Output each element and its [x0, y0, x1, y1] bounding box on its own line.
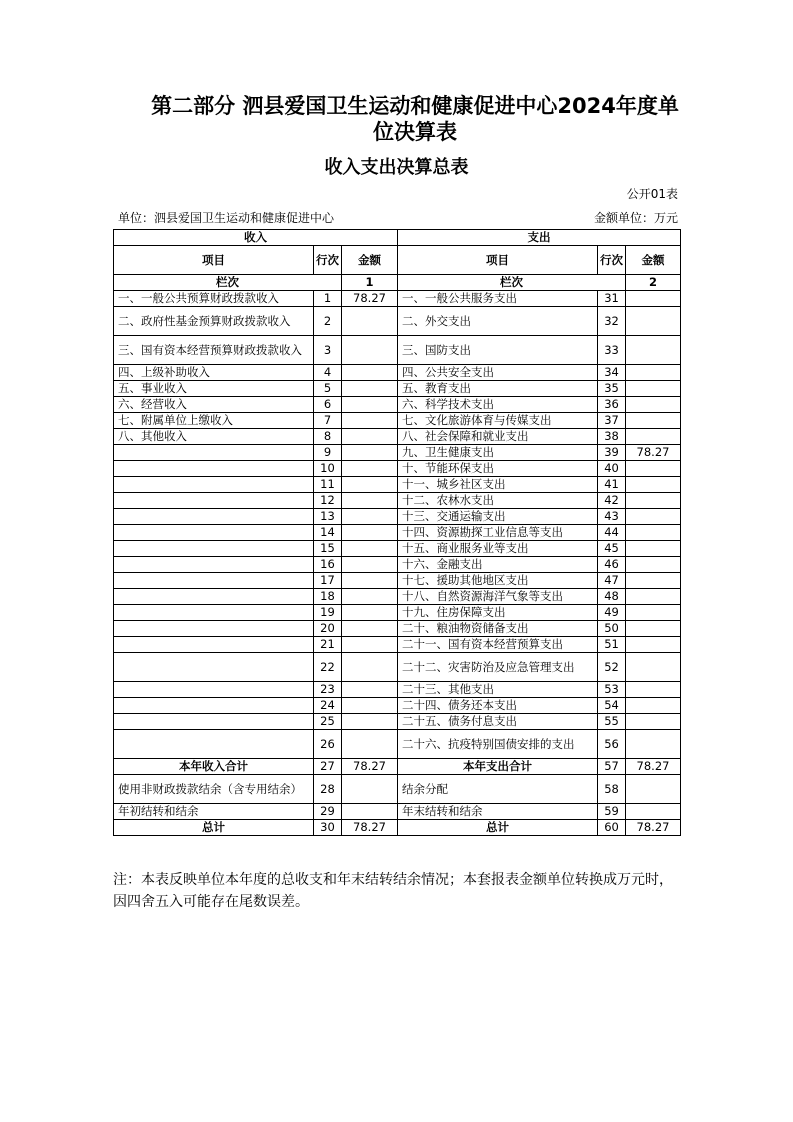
- expense-item-name: 二十五、债务付息支出: [398, 714, 598, 730]
- income-amount-header: 金额: [342, 246, 398, 275]
- table-row: [114, 336, 681, 365]
- expense-amount: 78.27: [626, 820, 681, 836]
- table-row: [114, 682, 681, 698]
- expense-row-number: 53: [598, 682, 626, 698]
- expense-amount: [626, 477, 681, 493]
- table-row: [114, 714, 681, 730]
- income-amount: 78.27: [342, 291, 398, 307]
- income-item-name: 三、国有资本经营预算财政拨款收入: [114, 336, 314, 365]
- expense-row-number: 56: [598, 730, 626, 759]
- expense-amount: [626, 804, 681, 820]
- income-item-name: [114, 445, 314, 461]
- income-row-number: 20: [314, 621, 342, 637]
- income-amount: [342, 621, 398, 637]
- expense-row-number: 44: [598, 525, 626, 541]
- expense-item-name: 十、节能环保支出: [398, 461, 598, 477]
- expense-amount: [626, 397, 681, 413]
- income-item-name: [114, 698, 314, 714]
- income-item-name: [114, 730, 314, 759]
- income-item-header: 项目: [114, 246, 314, 275]
- income-amount: [342, 557, 398, 573]
- expense-amount: [626, 637, 681, 653]
- income-row-number: 7: [314, 413, 342, 429]
- income-row-number: 3: [314, 336, 342, 365]
- expense-amount: [626, 589, 681, 605]
- income-row-number: 9: [314, 445, 342, 461]
- income-item-name: 六、经营收入: [114, 397, 314, 413]
- expense-row-number: 49: [598, 605, 626, 621]
- expense-row-number: 34: [598, 365, 626, 381]
- expense-item-name: 六、科学技术支出: [398, 397, 598, 413]
- income-item-name: 四、上级补助收入: [114, 365, 314, 381]
- expense-item-name: 十三、交通运输支出: [398, 509, 598, 525]
- expense-item-name: 总计: [398, 820, 598, 836]
- expense-item-name: 十八、自然资源海洋气象等支出: [398, 589, 598, 605]
- expense-item-name: 十四、资源勘探工业信息等支出: [398, 525, 598, 541]
- table-row: [114, 653, 681, 682]
- table-row: [114, 307, 681, 336]
- table-row: [114, 573, 681, 589]
- expense-row-number: 52: [598, 653, 626, 682]
- income-header: 收入: [114, 230, 398, 246]
- income-amount: [342, 477, 398, 493]
- income-amount: [342, 541, 398, 557]
- expense-item-name: 十一、城乡社区支出: [398, 477, 598, 493]
- table-row: [114, 541, 681, 557]
- form-code: 公开01表: [626, 187, 678, 201]
- income-row-number: 18: [314, 589, 342, 605]
- income-item-name: 一、一般公共预算财政拨款收入: [114, 291, 314, 307]
- table-row: [114, 413, 681, 429]
- expense-row-number: 31: [598, 291, 626, 307]
- expense-amount: [626, 336, 681, 365]
- income-row-number: 15: [314, 541, 342, 557]
- income-rowno-header: 行次: [314, 246, 342, 275]
- expense-amount: [626, 573, 681, 589]
- income-item-name: [114, 714, 314, 730]
- income-item-name: 五、事业收入: [114, 381, 314, 397]
- expense-amount: [626, 541, 681, 557]
- expense-row-number: 38: [598, 429, 626, 445]
- expense-row-number: 41: [598, 477, 626, 493]
- expense-row-number: 35: [598, 381, 626, 397]
- expense-row-number: 46: [598, 557, 626, 573]
- expense-item-name: 本年支出合计: [398, 759, 598, 775]
- income-amount: [342, 605, 398, 621]
- expense-row-number: 32: [598, 307, 626, 336]
- expense-amount: [626, 509, 681, 525]
- expense-amount: 78.27: [626, 445, 681, 461]
- expense-item-name: 五、教育支出: [398, 381, 598, 397]
- income-amount: [342, 653, 398, 682]
- expense-amount: [626, 307, 681, 336]
- table-row: [114, 397, 681, 413]
- income-amount: 78.27: [342, 820, 398, 836]
- income-item-name: [114, 653, 314, 682]
- table-row: [114, 365, 681, 381]
- expense-row-number: 43: [598, 509, 626, 525]
- income-amount: [342, 589, 398, 605]
- income-amount: [342, 573, 398, 589]
- table-title: 收入支出决算总表: [324, 157, 469, 178]
- expense-amount: [626, 429, 681, 445]
- expense-amount: [626, 621, 681, 637]
- income-amount: [342, 804, 398, 820]
- expense-amount: [626, 682, 681, 698]
- table-row: [114, 820, 681, 836]
- expense-row-number: 54: [598, 698, 626, 714]
- income-item-name: [114, 477, 314, 493]
- table-row: [114, 637, 681, 653]
- expense-row-number: 59: [598, 804, 626, 820]
- expense-row-number: 50: [598, 621, 626, 637]
- expense-item-name: 结余分配: [398, 775, 598, 804]
- expense-amount: [626, 775, 681, 804]
- income-item-name: 二、政府性基金预算财政拨款收入: [114, 307, 314, 336]
- expense-amount: [626, 557, 681, 573]
- income-row-number: 27: [314, 759, 342, 775]
- income-row-number: 5: [314, 381, 342, 397]
- income-amount: [342, 775, 398, 804]
- expense-item-name: 三、国防支出: [398, 336, 598, 365]
- expense-item-name: 二十一、国有资本经营预算支出: [398, 637, 598, 653]
- expense-item-name: 二十六、抗疫特别国债安排的支出: [398, 730, 598, 759]
- income-row-number: 1: [314, 291, 342, 307]
- income-item-name: [114, 525, 314, 541]
- expense-item-name: 八、社会保障和就业支出: [398, 429, 598, 445]
- expense-amount: [626, 381, 681, 397]
- table-row: [114, 759, 681, 775]
- expense-amount: [626, 461, 681, 477]
- table-row: [114, 477, 681, 493]
- income-col-label: 栏次: [114, 275, 342, 291]
- expense-col-label: 栏次: [398, 275, 626, 291]
- income-item-name: [114, 557, 314, 573]
- footnote: 注：本表反映单位本年度的总收支和年末结转结余情况；本套报表金额单位转换成万元时，因四舍五入可能存在尾数误差。: [113, 872, 673, 910]
- expense-row-number: 60: [598, 820, 626, 836]
- income-item-name: [114, 589, 314, 605]
- income-row-number: 23: [314, 682, 342, 698]
- income-row-number: 11: [314, 477, 342, 493]
- income-item-name: 本年收入合计: [114, 759, 314, 775]
- table-row: [114, 381, 681, 397]
- expense-header: 支出: [398, 230, 681, 246]
- income-row-number: 19: [314, 605, 342, 621]
- income-item-name: 八、其他收入: [114, 429, 314, 445]
- income-amount: [342, 509, 398, 525]
- income-item-name: 七、附属单位上缴收入: [114, 413, 314, 429]
- income-amount: [342, 682, 398, 698]
- unit-label: 单位：泗县爱国卫生运动和健康促进中心: [118, 211, 335, 225]
- expense-item-name: 十九、住房保障支出: [398, 605, 598, 621]
- expense-row-number: 36: [598, 397, 626, 413]
- income-amount: [342, 365, 398, 381]
- expense-item-name: 二、外交支出: [398, 307, 598, 336]
- income-row-number: 24: [314, 698, 342, 714]
- table-row: [114, 429, 681, 445]
- page-title: 第二部分 泗县爱国卫生运动和健康促进中心2024年度单位决算表: [151, 94, 679, 144]
- income-amount: [342, 493, 398, 509]
- income-item-name: 总计: [114, 820, 314, 836]
- expense-row-number: 33: [598, 336, 626, 365]
- income-amount: [342, 637, 398, 653]
- income-amount: [342, 307, 398, 336]
- income-amount: [342, 461, 398, 477]
- expense-item-name: 年末结转和结余: [398, 804, 598, 820]
- table-row: [114, 557, 681, 573]
- income-amount: [342, 714, 398, 730]
- income-row-number: 13: [314, 509, 342, 525]
- expense-amount: 78.27: [626, 759, 681, 775]
- expense-amount: [626, 730, 681, 759]
- expense-item-name: 七、文化旅游体育与传媒支出: [398, 413, 598, 429]
- expense-item-name: 二十、粮油物资储备支出: [398, 621, 598, 637]
- expense-row-number: 57: [598, 759, 626, 775]
- table-row: [114, 509, 681, 525]
- income-item-name: 使用非财政拨款结余（含专用结余）: [114, 775, 314, 804]
- income-item-name: [114, 637, 314, 653]
- expense-item-name: 十七、援助其他地区支出: [398, 573, 598, 589]
- table-row: [114, 698, 681, 714]
- table-row: [114, 775, 681, 804]
- income-item-name: [114, 682, 314, 698]
- expense-item-name: 十五、商业服务业等支出: [398, 541, 598, 557]
- table-row: [114, 804, 681, 820]
- table-row: [114, 605, 681, 621]
- income-amount: [342, 413, 398, 429]
- expense-amount: [626, 493, 681, 509]
- income-row-number: 22: [314, 653, 342, 682]
- income-item-name: [114, 461, 314, 477]
- expense-row-number: 40: [598, 461, 626, 477]
- expense-amount: [626, 413, 681, 429]
- table-row: [114, 589, 681, 605]
- expense-rowno-header: 行次: [598, 246, 626, 275]
- income-row-number: 30: [314, 820, 342, 836]
- expense-row-number: 51: [598, 637, 626, 653]
- income-row-number: 28: [314, 775, 342, 804]
- income-row-number: 8: [314, 429, 342, 445]
- table-row: [114, 461, 681, 477]
- expense-amount: [626, 714, 681, 730]
- income-amount: [342, 445, 398, 461]
- table-row: [114, 730, 681, 759]
- income-row-number: 10: [314, 461, 342, 477]
- income-row-number: 25: [314, 714, 342, 730]
- income-amount: [342, 397, 398, 413]
- income-row-number: 26: [314, 730, 342, 759]
- income-row-number: 6: [314, 397, 342, 413]
- expense-row-number: 58: [598, 775, 626, 804]
- expense-amount-header: 金额: [626, 246, 681, 275]
- income-amount: [342, 730, 398, 759]
- expense-item-header: 项目: [398, 246, 598, 275]
- expense-amount: [626, 291, 681, 307]
- table-row: [114, 525, 681, 541]
- income-item-name: [114, 493, 314, 509]
- expense-amount: [626, 605, 681, 621]
- table-row: [114, 621, 681, 637]
- expense-row-number: 48: [598, 589, 626, 605]
- expense-item-name: 十六、金融支出: [398, 557, 598, 573]
- income-amount: [342, 336, 398, 365]
- income-row-number: 4: [314, 365, 342, 381]
- income-row-number: 2: [314, 307, 342, 336]
- expense-row-number: 39: [598, 445, 626, 461]
- income-item-name: [114, 573, 314, 589]
- expense-row-number: 45: [598, 541, 626, 557]
- income-row-number: 17: [314, 573, 342, 589]
- income-expense-table: [113, 229, 681, 836]
- expense-item-name: 二十二、灾害防治及应急管理支出: [398, 653, 598, 682]
- expense-item-name: 一、一般公共服务支出: [398, 291, 598, 307]
- expense-amount: [626, 698, 681, 714]
- income-item-name: [114, 605, 314, 621]
- expense-amount: [626, 525, 681, 541]
- expense-col-number: 2: [626, 275, 681, 291]
- income-amount: [342, 698, 398, 714]
- income-amount: [342, 525, 398, 541]
- expense-amount: [626, 653, 681, 682]
- income-row-number: 21: [314, 637, 342, 653]
- income-row-number: 14: [314, 525, 342, 541]
- expense-item-name: 十二、农林水支出: [398, 493, 598, 509]
- expense-row-number: 55: [598, 714, 626, 730]
- income-item-name: 年初结转和结余: [114, 804, 314, 820]
- expense-row-number: 37: [598, 413, 626, 429]
- income-amount: [342, 429, 398, 445]
- income-col-number: 1: [342, 275, 398, 291]
- expense-item-name: 四、公共安全支出: [398, 365, 598, 381]
- income-amount: 78.27: [342, 759, 398, 775]
- income-item-name: [114, 541, 314, 557]
- table-row: [114, 291, 681, 307]
- income-row-number: 16: [314, 557, 342, 573]
- expense-item-name: 二十四、债务还本支出: [398, 698, 598, 714]
- amount-unit: 金额单位：万元: [593, 211, 678, 225]
- expense-item-name: 九、卫生健康支出: [398, 445, 598, 461]
- expense-amount: [626, 365, 681, 381]
- table-row: [114, 445, 681, 461]
- expense-item-name: 二十三、其他支出: [398, 682, 598, 698]
- table-row: [114, 493, 681, 509]
- income-item-name: [114, 621, 314, 637]
- income-amount: [342, 381, 398, 397]
- expense-row-number: 42: [598, 493, 626, 509]
- income-row-number: 29: [314, 804, 342, 820]
- income-item-name: [114, 509, 314, 525]
- expense-row-number: 47: [598, 573, 626, 589]
- income-row-number: 12: [314, 493, 342, 509]
